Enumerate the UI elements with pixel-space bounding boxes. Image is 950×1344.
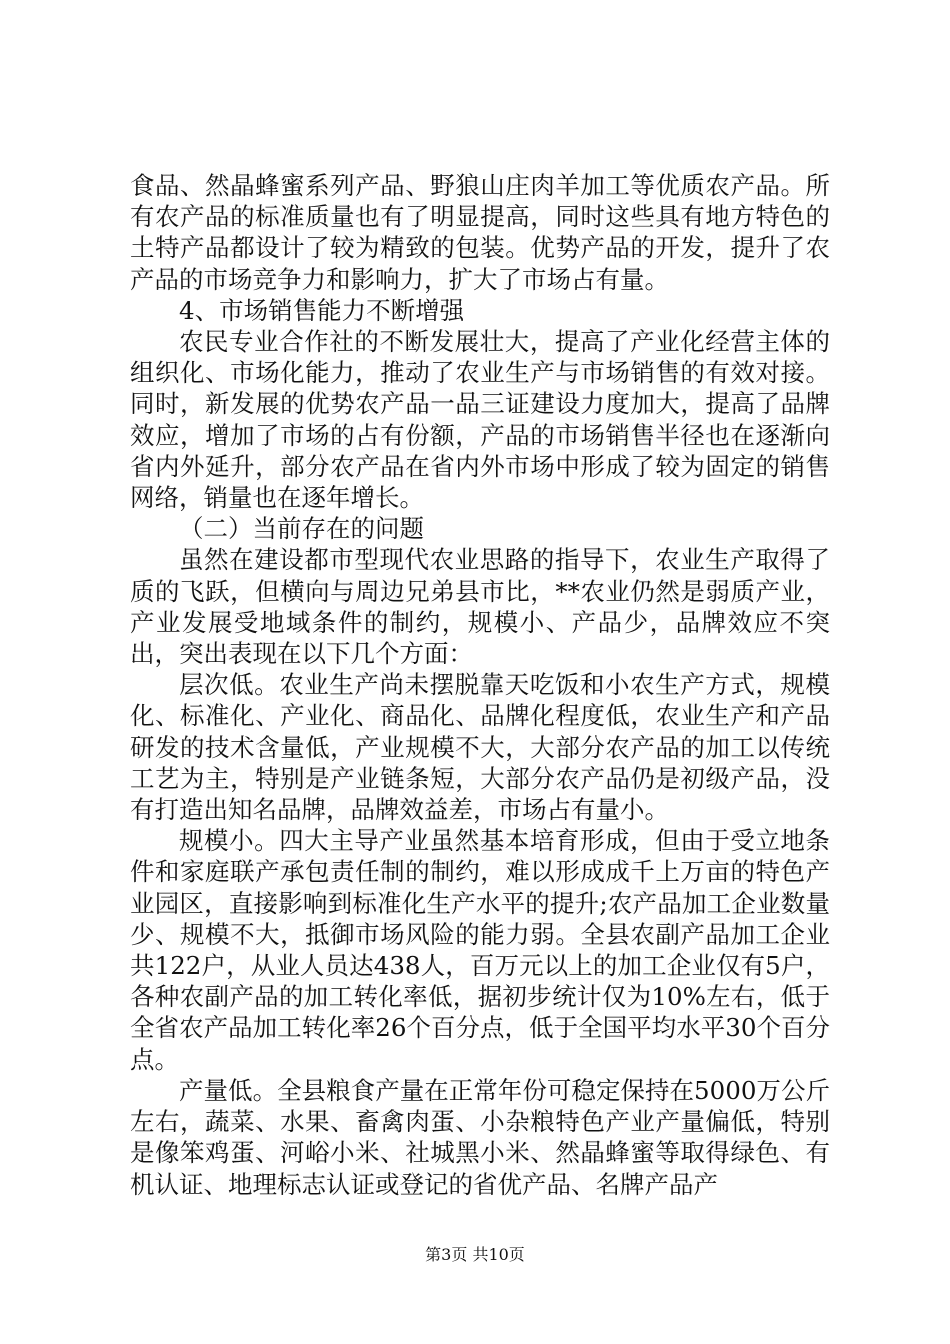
heading-current-problems: （二）当前存在的问题: [179, 514, 424, 544]
paragraph-continuation: 食品、然晶蜂蜜系列产品、野狼山庄肉羊加工等优质农产品。所有农产品的标准质量也有了明显提高，同时这些具有地方特色的土特产品都设计了较为精致的包装。优势产品的开发，提升了农产品的市场竞争力和影响力，扩大了市场占有量。: [130, 171, 830, 294]
document-body: [130, 170, 830, 1200]
page-number-footer: 第3页 共10页: [425, 1245, 525, 1264]
paragraph-problems-intro: 虽然在建设都市型现代农业思路的指导下，农业生产取得了质的飞跃，但横向与周边兄弟县市比，**农业仍然是弱质产业，产业发展受地域条件的制约，规模小、产品少，品牌效应不突出，突出表现在以下几个方面：: [130, 545, 830, 669]
paragraph-low-output: 产量低。全县粮食产量在正常年份可稳定保持在5000万公斤左右，蔬菜、水果、畜禽肉蛋、小杂粮特色产业产量偏低，特别是像笨鸡蛋、河峪小米、社城黑小米、然晶蜂蜜等取得绿色、有机认证、地理标志认证或登记的省优产品、名牌产品产: [130, 1075, 830, 1199]
paragraph-cooperatives: 农民专业合作社的不断发展壮大，提高了产业化经营主体的组织化、市场化能力，推动了农业生产与市场销售的有效对接。同时，新发展的优势农产品一品三证建设力度加大，提高了品牌效应，增加了市场的占有份额，产品的市场销售半径也在逐渐向省内外延升，部分农产品在省内外市场中形成了较为固定的销售网络，销量也在逐年增长。: [130, 327, 830, 513]
heading-market-sales: 4、市场销售能力不断增强: [179, 295, 465, 325]
paragraph-low-level: 层次低。农业生产尚未摆脱靠天吃饭和小农生产方式，规模化、标准化、产业化、商品化、品牌化程度低，农业生产和产品研发的技术含量低，产业规模不大，大部分农产品的加工以传统工艺为主，特别是产业链条短，大部分农产品仍是初级产品，没有打造出知名品牌，品牌效益差，市场占有量小。: [130, 670, 830, 825]
paragraph-small-scale: 规模小。四大主导产业虽然基本培育形成，但由于受立地条件和家庭联产承包责任制的制约，难以形成成千上万亩的特色产业园区，直接影响到标准化生产水平的提升;农产品加工企业数量少、规模不大，抵御市场风险的能力弱。全县农副产品加工企业共122户，从业人员达438人，百万元以上的加工企业仅有5户，各种农副产品的加工转化率低，据初步统计仅为10%左右，低于全省农产品加工转化率26个百分点，低于全国平均水平30个百分点。: [130, 826, 830, 1074]
